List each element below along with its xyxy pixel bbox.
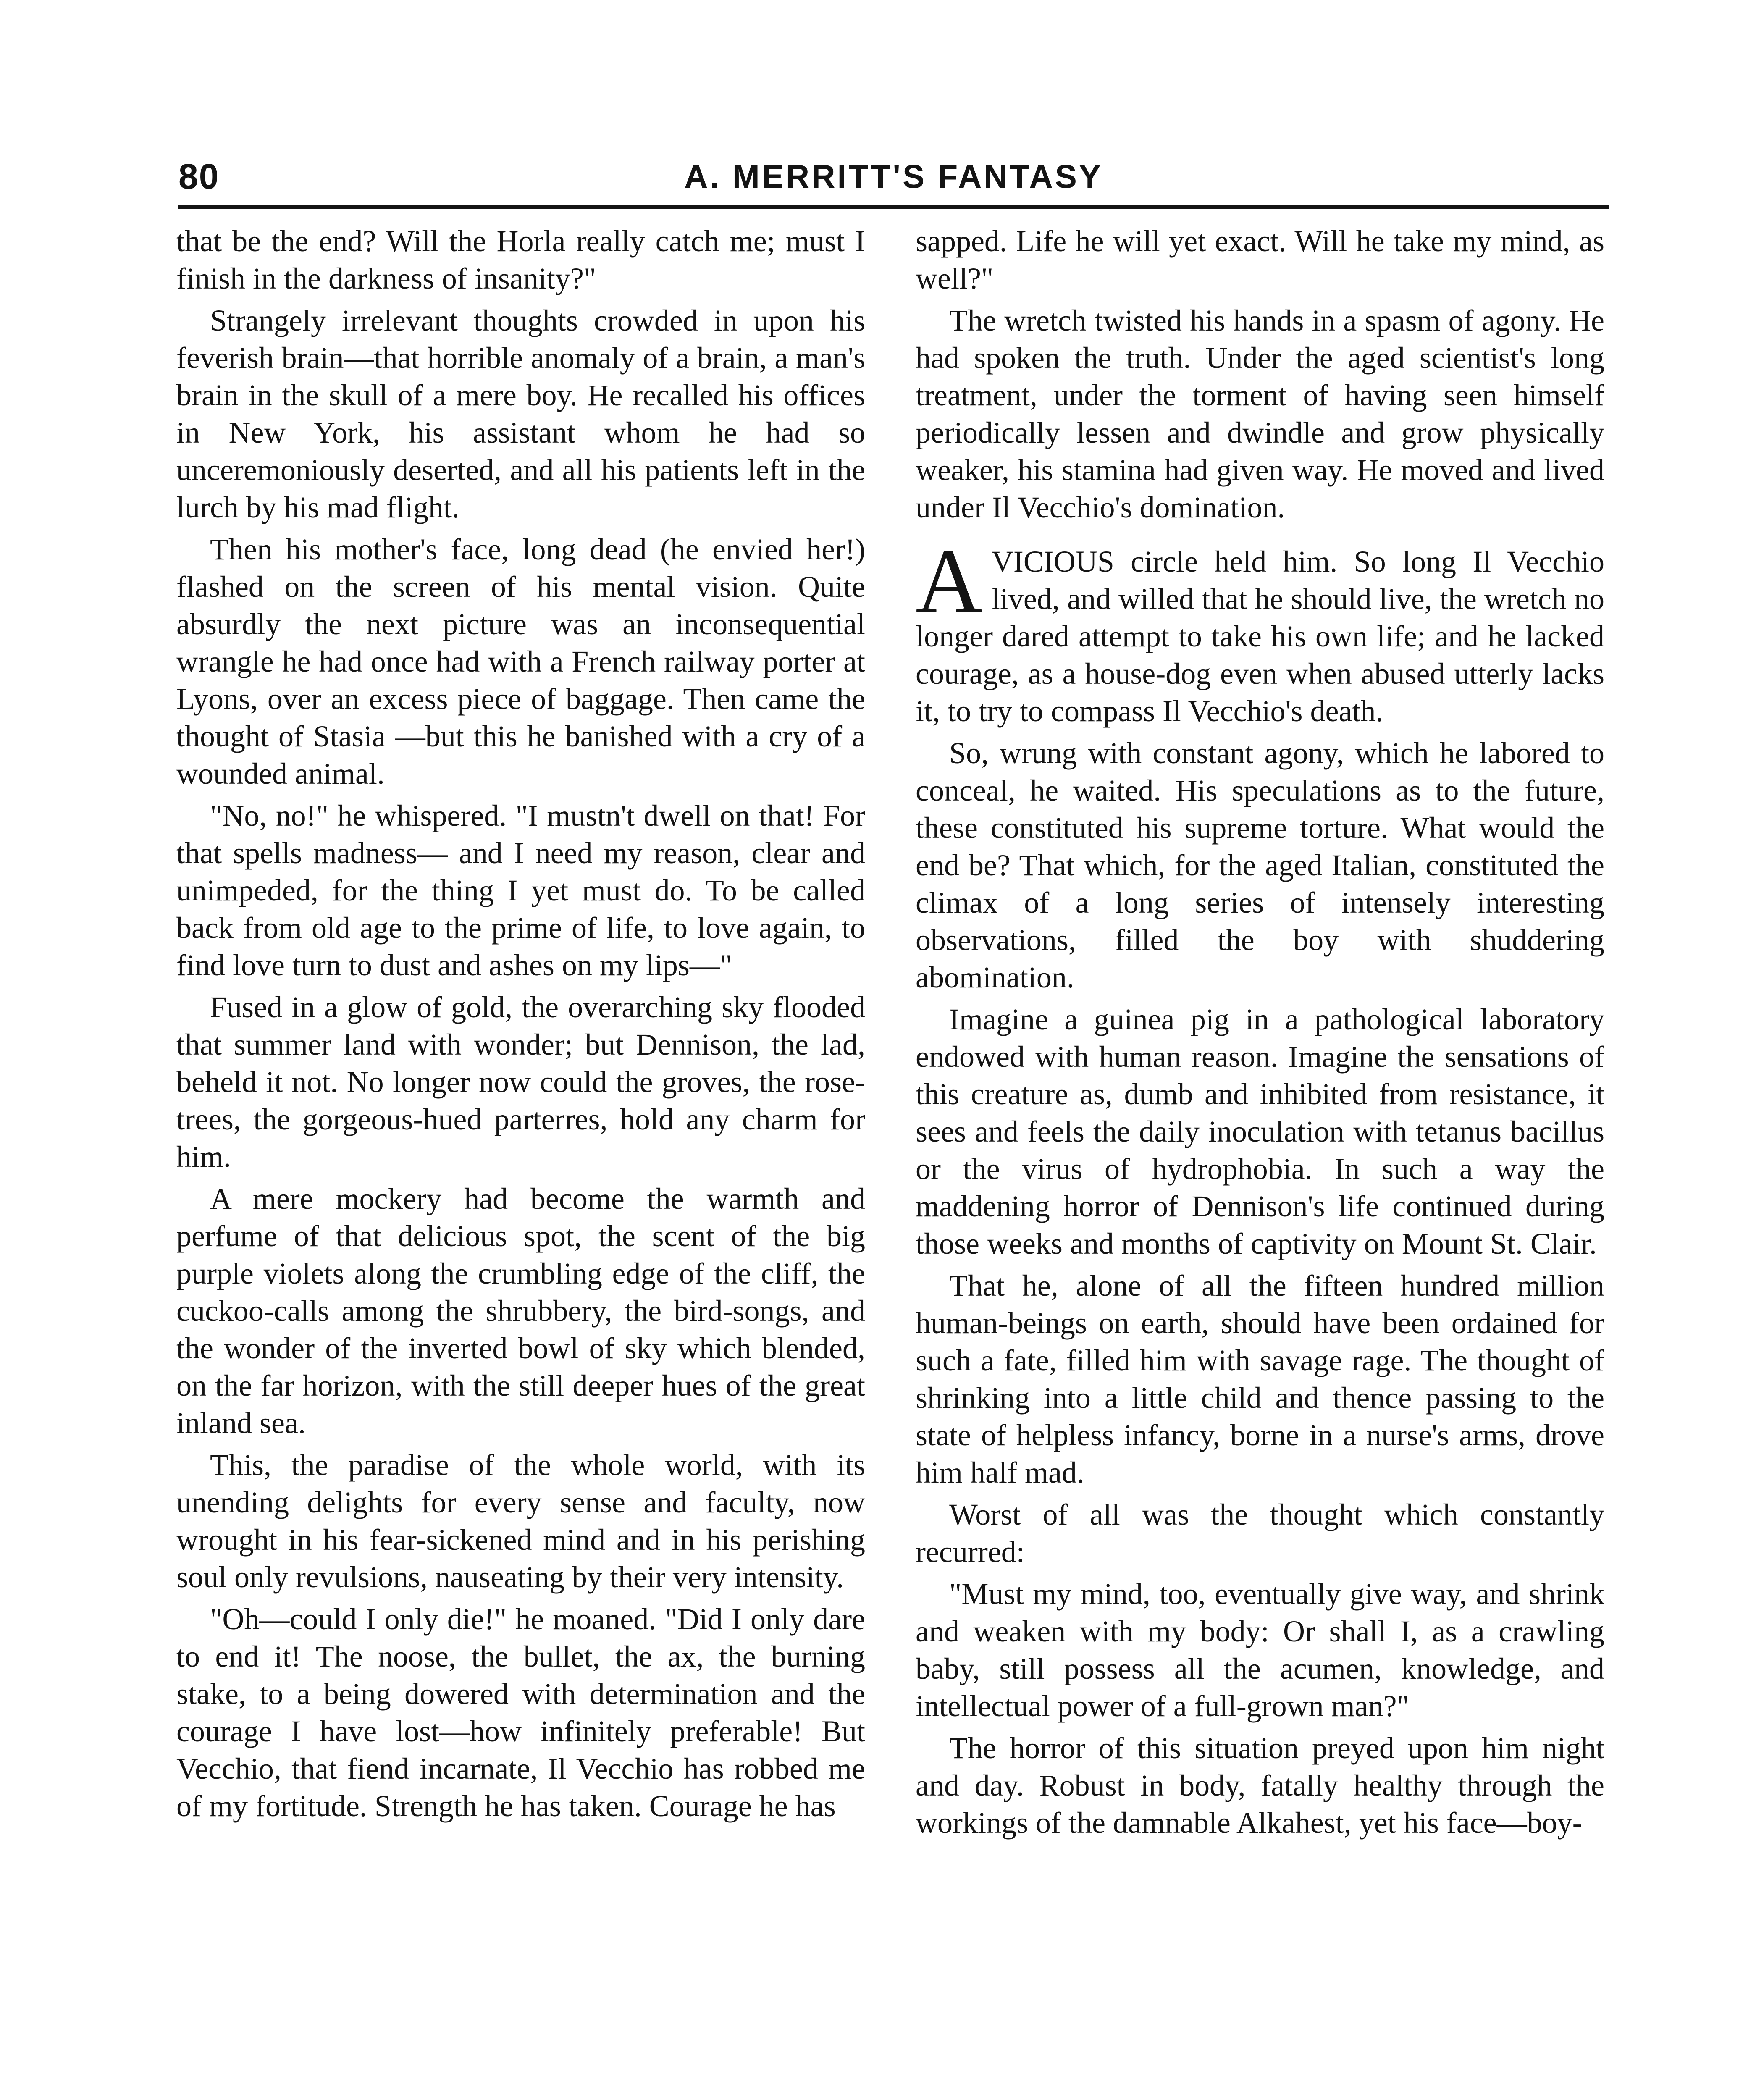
paragraph: that be the end? Will the Horla really catch me; must I finish in the darkness of insanity?" bbox=[176, 224, 865, 295]
paragraph: A mere mockery had become the warmth and perfume of that delicious spot, the scent of the big purple violets along the crumbling edge of the cliff, the cuckoo-calls among the shrubbery, the bird-songs, and the wonder of the inverted bowl of sky which blended, on the far horizon, with the still deeper hues of the great inland sea. bbox=[176, 1182, 865, 1440]
paragraph: Strangely irrelevant thoughts crowded in upon his feverish brain—that horrible anomaly of a brain, a man's brain in the skull of a mere boy. He recalled his offices in New York, his assistant whom he had so unceremoniously deserted, and all his patients left in the lurch by his mad flight. bbox=[176, 304, 865, 524]
paragraph: Imagine a guinea pig in a pathological laboratory endowed with human reason. Imagine the sensations of this creature as, dumb and inhibited from resistance, it sees and feels the daily inoculation with tetanus bacillus or the virus of hydrophobia. In such a way the maddening horror of Dennison's life continued during those weeks and months of captivity on Mount St. Clair. bbox=[916, 1003, 1604, 1260]
header-rule bbox=[178, 205, 1609, 209]
paragraph: sapped. Life he will yet exact. Will he take my mind, as well?" bbox=[916, 224, 1604, 295]
section-lead-text: VICIOUS circle held him. So long Il Vecchio lived, and willed that he should live, the wretch no longer dared attempt to take his own life; and he lacked courage, as a house-dog even when abused utterly lacks it, to try to compass Il Vecchio's death. bbox=[916, 545, 1604, 728]
paragraph: "Must my mind, too, eventually give way, and shrink and weaken with my body: Or shall I, as a crawling baby, still possess all the acumen, knowledge, and intellectual power of a full-grown man?" bbox=[916, 1577, 1604, 1723]
drop-cap: A bbox=[916, 530, 982, 632]
left-column bbox=[176, 223, 865, 1830]
paragraph: Worst of all was the thought which constantly recurred: bbox=[916, 1498, 1604, 1569]
paragraph: Then his mother's face, long dead (he envied her!) flashed on the screen of his mental vision. Quite absurdly the next picture was an inconsequential wrangle he had once had with a French railway porter at Lyons, over an excess piece of baggage. Then came the thought of Stasia —but this he banished with a cry of a wounded animal. bbox=[176, 533, 865, 790]
paragraph: The horror of this situation preyed upon him night and day. Robust in body, fatally healthy through the workings of the damnable Alkahest, yet his face—boy- bbox=[916, 1731, 1604, 1840]
paragraph: So, wrung with constant agony, which he labored to conceal, he waited. His speculations as to the future, these constituted his supreme torture. What would the end be? That which, for the aged Italian, constituted the climax of a long series of intensely interesting observations, filled the boy with shuddering abomination. bbox=[916, 736, 1604, 994]
paragraph: Fused in a glow of gold, the overarching sky flooded that summer land with wonder; but Dennison, the lad, beheld it not. No longer now could the groves, the rose-trees, the gorgeous-hued parterres, hold any charm for him. bbox=[176, 990, 865, 1173]
paragraph: That he, alone of all the fifteen hundred million human-beings on earth, should have been ordained for such a fate, filled him with savage rage. The thought of shrinking into a little child and thence passing to the state of helpless infancy, borne in a nurse's arms, drove him half mad. bbox=[916, 1269, 1604, 1489]
page-number: 80 bbox=[178, 157, 220, 196]
right-column bbox=[916, 223, 1604, 1846]
paragraph: This, the paradise of the whole world, with its unending delights for every sense and faculty, now wrought in his fear-sickened mind and in his perishing soul only revulsions, nauseating by their very intensity. bbox=[176, 1448, 865, 1594]
running-title: A. MERRITT'S FANTASY bbox=[684, 158, 1103, 195]
section-lead-paragraph bbox=[916, 530, 1604, 730]
paragraph: "Oh—could I only die!" he moaned. "Did I only dare to end it! The noose, the bullet, the ax, the burning stake, to a being dowered with determination and the courage I have lost—how infinitely preferable! But Vecchio, that fiend incarnate, Il Vecchio has robbed me of my fortitude. Strength he has taken. Courage he has bbox=[176, 1602, 865, 1823]
page-header bbox=[178, 149, 1609, 204]
paragraph: The wretch twisted his hands in a spasm of agony. He had spoken the truth. Under the aged scientist's long treatment, under the torment of having seen himself periodically lessen and dwindle and grow physically weaker, his stamina had given way. He moved and lived under Il Vecchio's domination. bbox=[916, 304, 1604, 524]
paragraph: "No, no!" he whispered. "I mustn't dwell on that! For that spells madness— and I need my reason, clear and unimpeded, for the thing I yet must do. To be called back from old age to the prime of life, to love again, to find love turn to dust and ashes on my lips—" bbox=[176, 799, 865, 982]
